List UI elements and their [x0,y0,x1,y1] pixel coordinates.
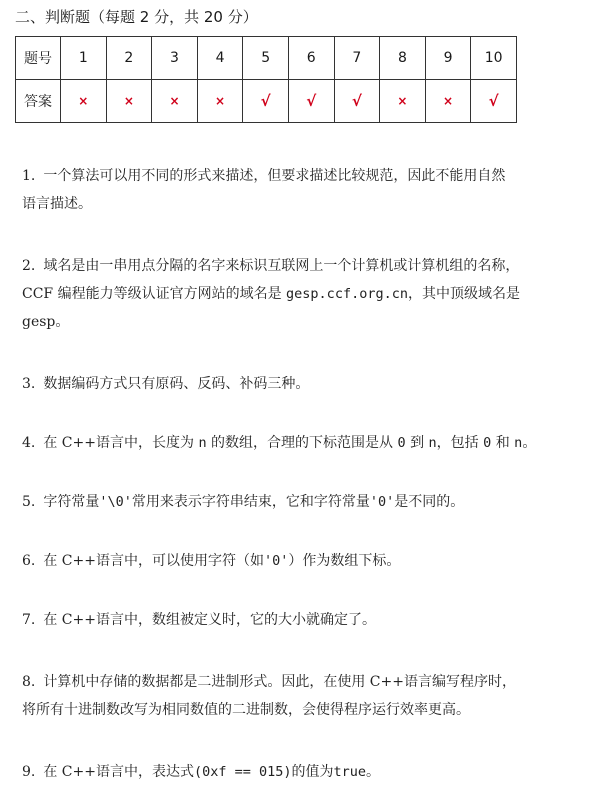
question-text: 字符常量 [43,494,100,510]
question-text: 在 C++语言中，数组被定义时，它的大小就确定了。 [43,612,376,628]
answer-cell [243,80,289,123]
answer-cell [152,80,198,123]
answer-cell [106,80,152,123]
question-number-label: 5. [22,494,36,510]
question-text: 将所有十进制数改写为相同数值的二进制数，会使得程序运行效率更高。 [22,702,470,718]
question-3 [22,370,582,398]
answer-cell [197,80,243,123]
cross-mark-icon: × [78,94,89,108]
number-row [16,37,517,80]
question-text: 。 [522,435,537,451]
question-number: 9 [425,37,471,80]
answer-cell [61,80,107,123]
question-text: 在 C++语言中，长度为 [43,435,194,451]
code-text: '0' [263,553,289,569]
question-text: 常用来表示字符串结束，它和字符常量 [131,494,370,510]
question-number: 3 [152,37,198,80]
question-text: 数据编码方式只有原码、反码、补码三种。 [43,376,310,392]
question-number-label: 9. [22,764,36,780]
answer-cell [288,80,334,123]
question-text: ）作为数组下标。 [288,553,401,569]
check-mark-icon: √ [488,92,499,110]
answer-row [16,80,517,123]
section-title: 二、判断题（每题 2 分，共 20 分） [15,8,258,26]
check-mark-icon: √ [306,92,317,110]
question-text: 和 [495,435,510,451]
code-text: n [428,435,437,451]
cross-mark-icon: × [397,94,408,108]
question-number-label: 3. [22,376,36,392]
code-text: n [198,435,207,451]
question-number: 6 [288,37,334,80]
question-text: 是不同的。 [394,494,465,510]
question-number-label: 6. [22,553,36,569]
question-text: 一个算法可以用不同的形式来描述，但要求描述比较规范，因此不能用自然 [43,168,506,184]
cross-mark-icon: × [123,94,134,108]
question-number: 8 [380,37,426,80]
code-text: 0 [483,435,492,451]
question-5 [22,488,582,516]
question-number-label: 1. [22,168,36,184]
answer-cell [425,80,471,123]
question-text: 计算机中存储的数据都是二进制形式。因此，在使用 C++语言编写程序时， [43,674,516,690]
question-text: 在 C++语言中，表达式 [43,764,194,780]
question-number: 2 [106,37,152,80]
code-text: '\0' [99,494,132,510]
answer-row-header: 答案 [16,80,61,123]
question-text: 的数组，合理的下标范围是从 [211,435,394,451]
question-number-label: 8. [22,674,36,690]
code-text: 0 [397,435,406,451]
question-number-label: 7. [22,612,36,628]
answer-cell [334,80,380,123]
question-text: 。 [366,764,381,780]
cross-mark-icon: × [443,94,454,108]
question-number: 5 [243,37,289,80]
code-text: (0xf == 015) [193,764,292,780]
question-text: 的值为 [291,764,334,780]
number-row-header: 题号 [16,37,61,80]
question-text: gesp。 [22,314,70,330]
question-number: 7 [334,37,380,80]
question-text: CCF 编程能力等级认证官方网站的域名是 [22,286,287,302]
code-text: true [333,764,367,780]
question-7 [22,606,582,634]
question-text: ，包括 [436,435,479,451]
cross-mark-icon: × [169,94,180,108]
answer-cell [471,80,517,123]
question-number-label: 4. [22,435,36,451]
answer-cell [380,80,426,123]
question-4 [22,429,582,457]
code-text: n [514,435,523,451]
answer-table [15,36,517,123]
question-text: ，其中顶级域名是 [407,286,520,302]
question-number-label: 2. [22,258,36,274]
question-text: 到 [410,435,425,451]
code-text: gesp.ccf.org.cn [286,286,408,302]
question-6 [22,547,582,575]
question-text: 语言描述。 [22,196,92,212]
question-8 [22,668,582,724]
code-text: '0' [369,494,395,510]
question-number: 10 [471,37,517,80]
question-9 [22,758,582,786]
check-mark-icon: √ [351,92,362,110]
question-text: 在 C++语言中，可以使用字符（如 [43,553,264,569]
question-number: 4 [197,37,243,80]
question-1 [22,162,582,218]
cross-mark-icon: × [215,94,226,108]
question-text: 域名是由一串用点分隔的名字来标识互联网上一个计算机或计算机组的名称， [43,258,520,274]
check-mark-icon: √ [260,92,271,110]
question-2 [22,252,582,336]
question-number: 1 [61,37,107,80]
